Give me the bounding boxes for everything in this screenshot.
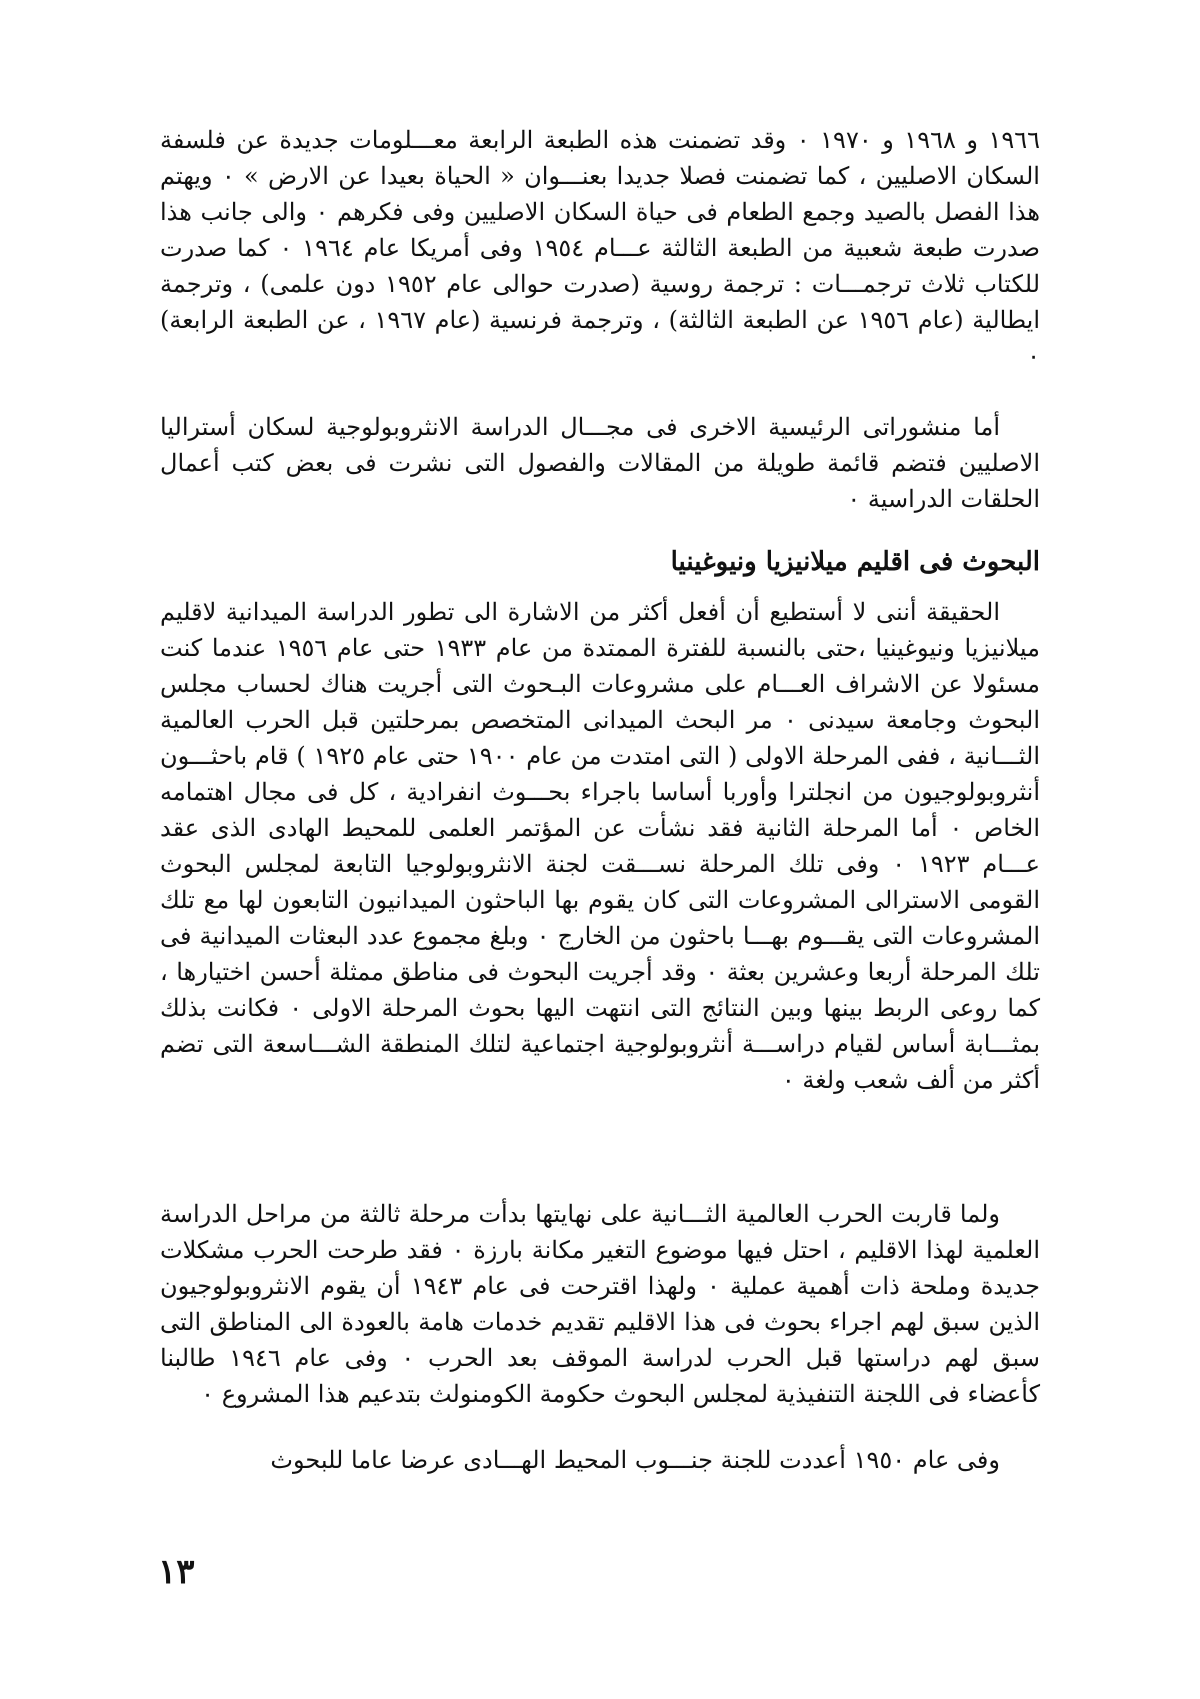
paragraph-continued-editions: ١٩٦٦ و ١٩٦٨ و ١٩٧٠ ٠ وقد تضمنت هذه الطبعة الرابعة معـــلومات جديدة عن فلسفة السكان الاصليين ، كما تضمنت فصلا جديدا بعنـــوان « الحياة بعيدا عن الارض » ٠ ويهتم هذا الفصل بالصيد وجمع الطعام فى حياة السكان الاصليين وفى فكرهم ٠ والى جانب هذا صدرت طبعة شعبية من الطبعة الثالثة عـــام ١٩٥٤ وفى أمريكا عام ١٩٦٤ ٠ كما صدرت للكتاب ثلاث ترجمـــات : ترجمة روسية (صدرت حوالى عام ١٩٥٢ دون علمى) ، وترجمة ايطالية (عام ١٩٥٦ عن الطبعة الثالثة) ، وترجمة فرنسية (عام ١٩٦٧ ، عن الطبعة الرابعة) ٠	[160, 126, 1041, 370]
paragraph-other-publications: أما منشوراتى الرئيسية الاخرى فى مجـــال الدراسة الانثروبولوجية لسكان أستراليا الاصليين فتضم قائمة طويلة من المقالات والفصول التى نشرت فى بعض كتب أعمال الحلقات الدراسية ٠	[160, 413, 1040, 513]
section-heading: البحوث فى اقليم ميلانيزيا ونيوغينيا	[670, 547, 1040, 577]
paragraph-third-phase: ولما قاربت الحرب العالمية الثـــانية على نهايتها بدأت مرحلة ثالثة من مراحل الدراسة العلمية لهذا الاقليم ، احتل فيها موضوع التغير مكانة بارزة ٠ فقد طرحت الحرب مشكلات جديدة وملحة ذات أهمية عملية ٠ ولهذا اقترحت فى عام ١٩٤٣ أن يقوم الانثروبولوجيون الذين سبق لهم اجراء بحوث فى هذا الاقليم تقديم خدمات هامة بالعودة الى المناطق التى سبق لهم دراستها قبل الحرب لدراسة الموقف بعد الحرب ٠ وفى عام ١٩٤٦ طالبنا كأعضاء فى اللجنة التنفيذية لمجلس البحوث حكومة الكومنولث بتدعيم هذا المشروع ٠	[160, 1200, 1041, 1408]
paragraph-1950-report: وفى عام ١٩٥٠ أعددت للجنة جنـــوب المحيط الهـــادى عرضا عاما للبحوث	[270, 1446, 1000, 1474]
page-number: ١٣	[158, 1552, 195, 1592]
paragraph-field-research-phases: الحقيقة أننى لا أستطيع أن أفعل أكثر من الاشارة الى تطور الدراسة الميدانية لاقليم ميلانيزيا ونيوغينيا ،حتى بالنسبة للفترة الممتدة من عام ١٩٣٣ حتى عام ١٩٥٦ عندما كنت مسئولا عن الاشراف العـــام على مشروعات البـحوث التى أجريت هناك لحساب مجلس البحوث وجامعة سيدنى ٠ مر البحث الميدانى المتخصص بمرحلتين قبل الحرب العالمية الثـــانية ، ففى المرحلة الاولى ( التى امتدت من عام ١٩٠٠ حتى عام ١٩٢٥ ) قام باحثـــون أنثروبولوجيون من انجلترا وأوربا أساسا باجراء بحـــوث انفرادية ، كل فى مجال اهتمامه الخاص ٠ أما المرحلة الثانية فقد نشأت عن المؤتمر العلمى للمحيط الهادى الذى عقد عـــام ١٩٢٣ ٠ وفى تلك المرحلة نســـقت لجنة الانثروبولوجيا التابعة لمجلس البحوث القومى الاسترالى المشروعات التى كان يقوم بها الباحثون الميدانيون التابعون لها مع تلك المشروعات التى يقـــوم بهـــا باحثون من الخارج ٠ وبلغ مجموع عدد البعثات الميدانية فى تلك المرحلة أربعا وعشرين بعثة ٠ وقد أجريت البحوث فى مناطق ممثلة أحسن اختيارها ، كما روعى الربط بينها وبين النتائج التى انتهت اليها بحوث المرحلة الاولى ٠ فكانت بذلك بمثـــابة أساس لقيام دراســـة أنثروبولوجية اجتماعية لتلك المنطقة الشـــاسعة التى تضم أكثر من ألف شعب ولغة ٠	[160, 598, 1041, 1094]
